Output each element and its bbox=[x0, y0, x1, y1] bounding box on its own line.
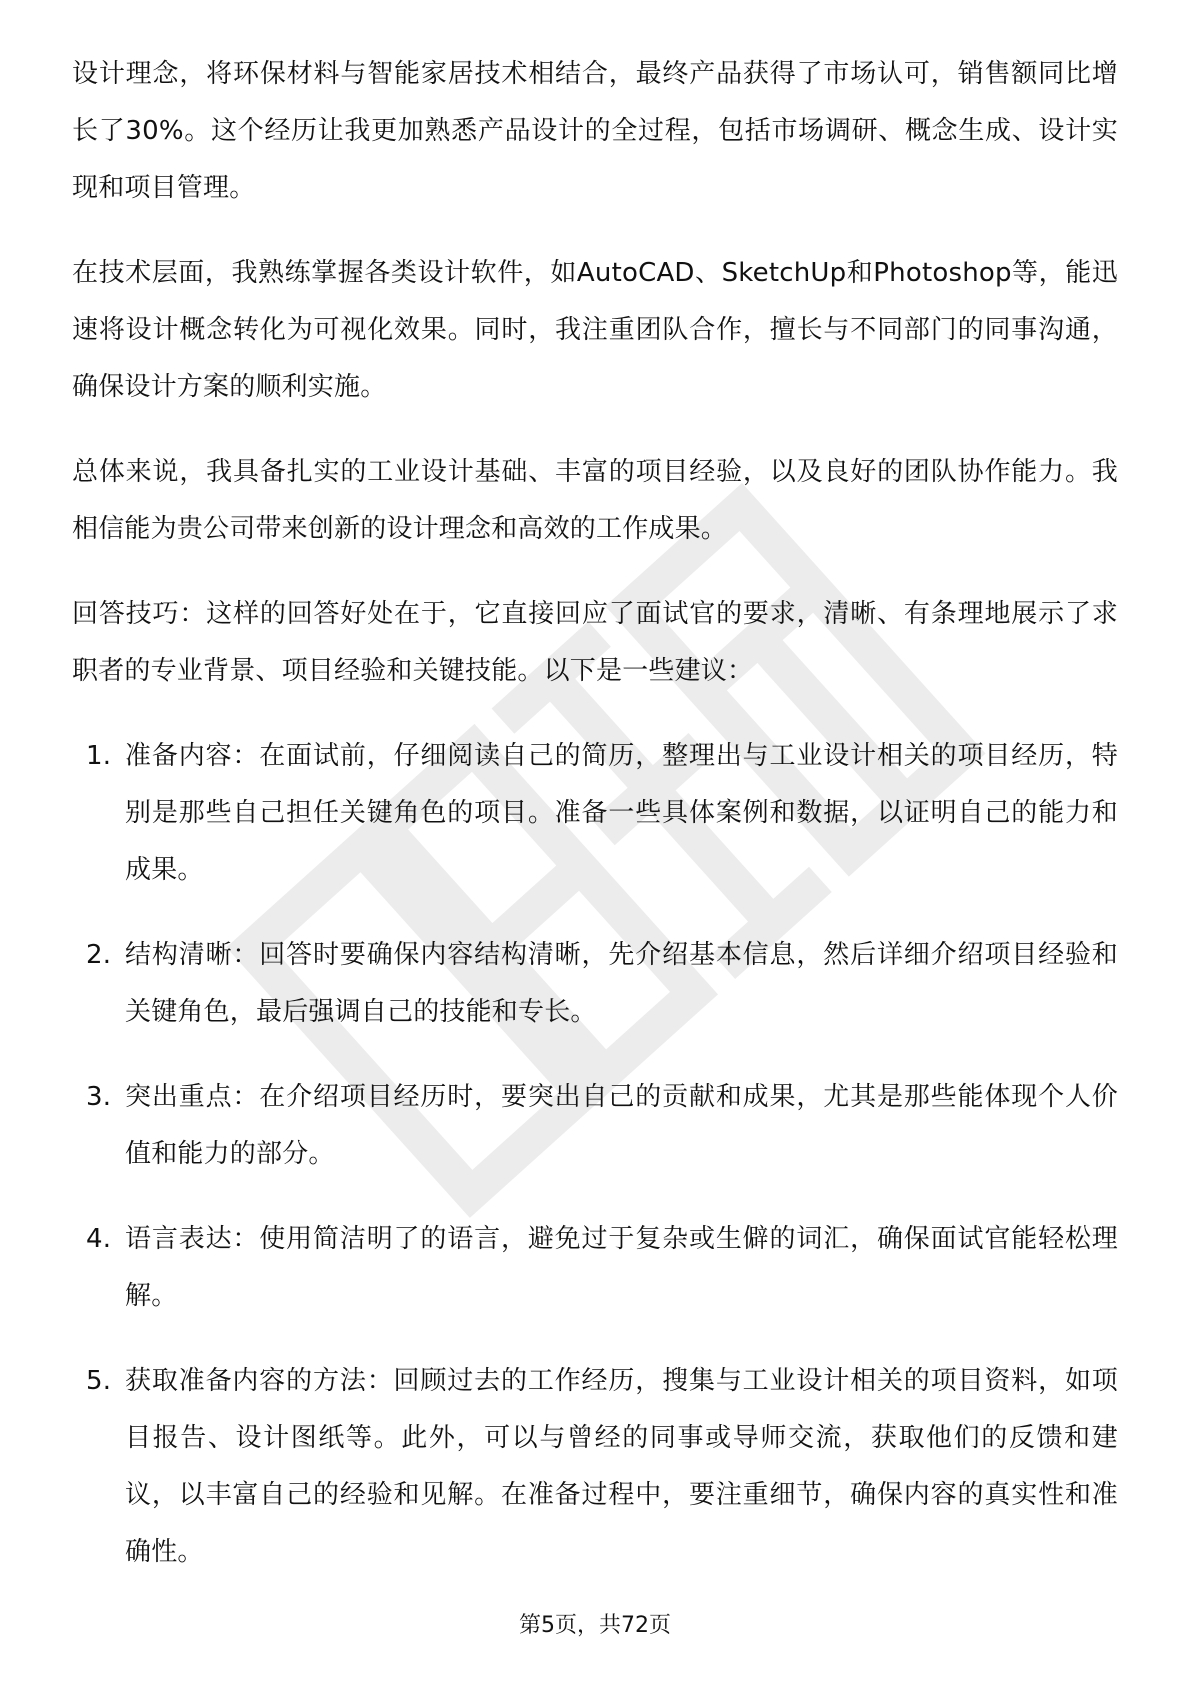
paragraph-project-experience: 设计理念，将环保材料与智能家居技术相结合，最终产品获得了市场认可，销售额同比增长了30%。这个经历让我更加熟悉产品设计的全过程，包括市场调研、概念生成、设计实现和项目管理。 bbox=[72, 59, 1118, 203]
page-number-footer: 第5页，共72页 bbox=[519, 1613, 671, 1638]
list-item-text: 语言表达：使用简洁明了的语言，避免过于复杂或生僻的词汇，确保面试官能轻松理解。 bbox=[125, 1224, 1118, 1311]
list-item-number: 2. bbox=[86, 940, 112, 970]
list-item bbox=[72, 1211, 1118, 1325]
list-item-text: 结构清晰：回答时要确保内容结构清晰，先介绍基本信息，然后详细介绍项目经验和关键角色，最后强调自己的技能和专长。 bbox=[125, 940, 1118, 1027]
list-item-number: 1. bbox=[86, 741, 112, 771]
list-item-text: 准备内容：在面试前，仔细阅读自己的简历，整理出与工业设计相关的项目经历，特别是那些自己担任关键角色的项目。准备一些具体案例和数据，以证明自己的能力和成果。 bbox=[125, 741, 1118, 885]
document-body bbox=[72, 46, 1118, 1609]
list-item bbox=[72, 927, 1118, 1041]
list-item bbox=[72, 1069, 1118, 1183]
paragraph-answer-tips: 回答技巧：这样的回答好处在于，它直接回应了面试官的要求，清晰、有条理地展示了求职者的专业背景、项目经验和关键技能。以下是一些建议： bbox=[72, 599, 1118, 686]
list-item bbox=[72, 728, 1118, 899]
list-item-text: 突出重点：在介绍项目经历时，要突出自己的贡献和成果，尤其是那些能体现个人价值和能力的部分。 bbox=[125, 1082, 1118, 1169]
list-item-number: 3. bbox=[86, 1082, 112, 1112]
list-item bbox=[72, 1353, 1118, 1581]
list-item-number: 4. bbox=[86, 1224, 112, 1254]
paragraph-technical-skills: 在技术层面，我熟练掌握各类设计软件，如AutoCAD、SketchUp和Photoshop等，能迅速将设计概念转化为可视化效果。同时，我注重团队合作，擅长与不同部门的同事沟通，确保设计方案的顺利实施。 bbox=[72, 258, 1118, 402]
tips-list bbox=[72, 728, 1118, 1581]
list-item-text: 获取准备内容的方法：回顾过去的工作经历，搜集与工业设计相关的项目资料，如项目报告、设计图纸等。此外，可以与曾经的同事或导师交流，获取他们的反馈和建议，以丰富自己的经验和见解。在准备过程中，要注重细节，确保内容的真实性和准确性。 bbox=[125, 1366, 1118, 1567]
list-item-number: 5. bbox=[86, 1366, 112, 1396]
paragraph-summary: 总体来说，我具备扎实的工业设计基础、丰富的项目经验，以及良好的团队协作能力。我相信能为贵公司带来创新的设计理念和高效的工作成果。 bbox=[72, 457, 1118, 544]
